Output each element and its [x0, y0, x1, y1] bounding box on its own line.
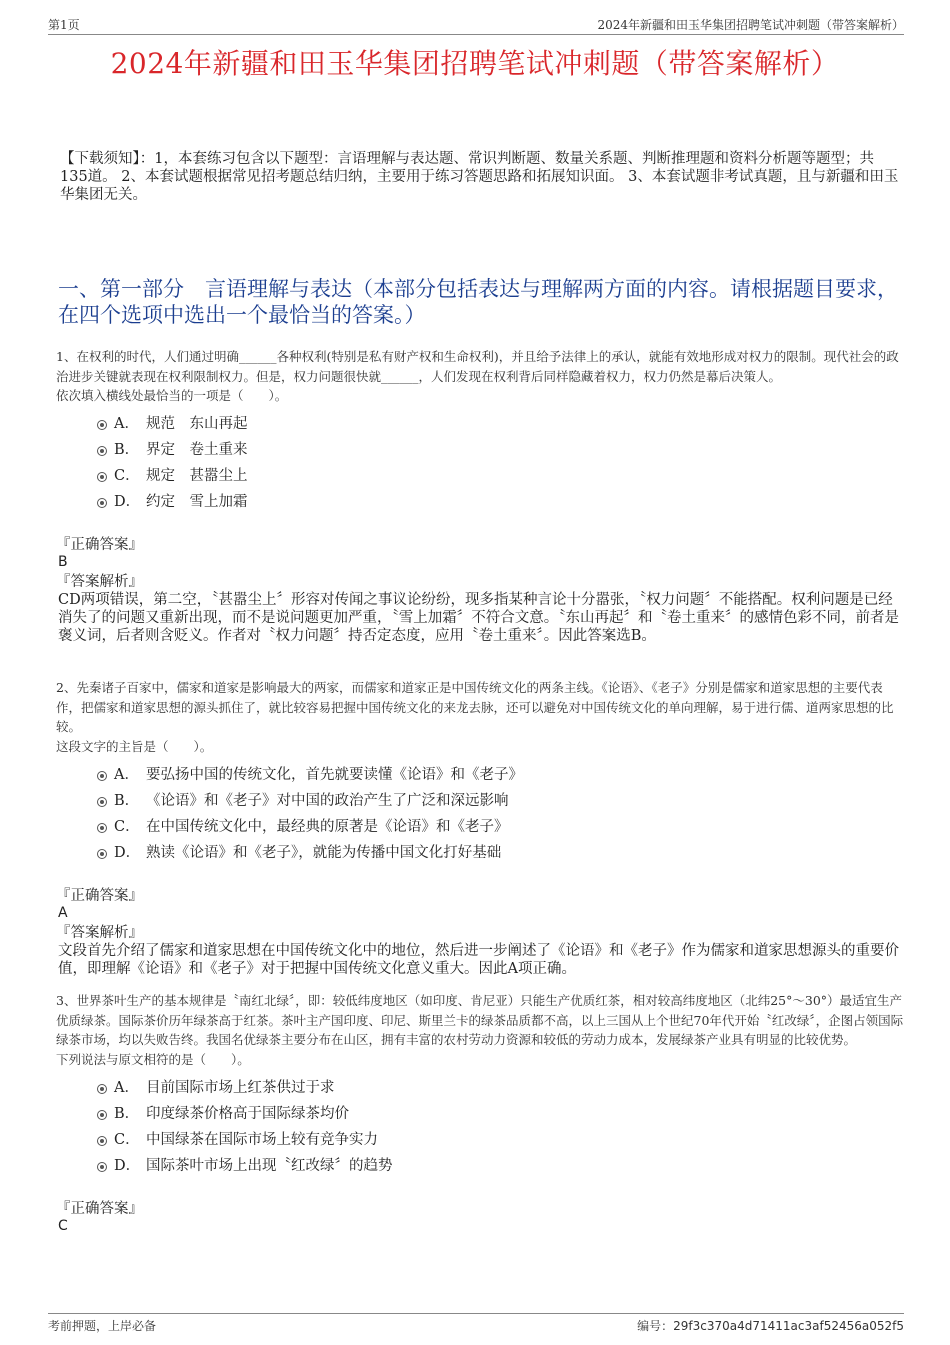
option-d[interactable]: [56, 489, 906, 515]
option-d[interactable]: [56, 840, 906, 866]
option-text: 国际茶叶市场上出现〝红改绿〞的趋势: [146, 1157, 393, 1174]
footer-slogan: 考前押题，上岸必备: [48, 1319, 157, 1333]
option-text: 《论语》和《老子》对中国的政治产生了广泛和深远影响: [146, 792, 509, 809]
option-a[interactable]: [56, 1075, 906, 1101]
option-text: 要弘扬中国的传统文化，首先就要读懂《论语》和《老子》: [146, 766, 523, 783]
radio-icon[interactable]: [97, 498, 107, 508]
answer-value: B: [58, 554, 68, 570]
option-letter: D．: [114, 844, 141, 861]
option-a[interactable]: [56, 762, 906, 788]
option-b[interactable]: [56, 437, 906, 463]
footer-code-label: 编号：: [637, 1319, 674, 1333]
download-notice: 【下载须知】：1，本套练习包含以下题型：言语理解与表达题、常识判断题、数量关系题、判断推理题和资料分析题等题型；共135道。 2、本套试题根据常见招考题总结归纳，主要用于练习答题思路和拓展知识面。 3、本套试题非考试真题，且与新疆和田玉华集团无关。: [60, 151, 899, 203]
question-prompt: 依次填入横线处最恰当的一项是（ ）。: [56, 388, 288, 403]
option-c[interactable]: [56, 463, 906, 489]
option-list: [56, 411, 906, 515]
option-letter: D．: [114, 494, 141, 510]
option-text: 规范 东山再起: [146, 416, 248, 432]
option-c[interactable]: [56, 814, 906, 840]
option-letter: C．: [114, 1131, 140, 1148]
option-text: 界定 卷土重来: [146, 442, 248, 458]
option-letter: A．: [114, 766, 139, 783]
question-prompt: 这段文字的主旨是（ ）。: [56, 738, 213, 754]
option-text: 约定 雪上加霜: [146, 494, 248, 510]
page-number: 第1页: [48, 18, 80, 32]
option-text: 规定 甚嚣尘上: [146, 468, 248, 484]
question-prompt: 下列说法与原文相符的是（ ）。: [56, 1051, 250, 1067]
radio-icon[interactable]: [97, 797, 107, 807]
radio-icon[interactable]: [97, 472, 107, 482]
radio-icon[interactable]: [97, 771, 107, 781]
radio-icon[interactable]: [97, 1136, 107, 1146]
answer-label: 『正确答案』: [56, 887, 143, 904]
header-doc-title: 2024年新疆和田玉华集团招聘笔试冲刺题（带答案解析）: [597, 18, 904, 32]
option-letter: A．: [114, 1079, 139, 1096]
radio-icon[interactable]: [97, 1162, 107, 1172]
question-stem: 3、世界茶叶生产的基本规律是〝南红北绿〞，即：较低纬度地区（如印度、肯尼亚）只能生产优质红茶，相对较高纬度地区（北纬25°～30°）最适宜生产优质绿茶。国际茶价历年绿茶高于红茶。茶叶主产国印度、印尼、斯里兰卡的绿茶品质都不高，以上三国从上个世纪70年代开始〝红改绿〞，企图占领国际绿茶市场，均以失败告终。我国名优绿茶主要分布在山区，拥有丰富的农村劳动力资源和较低的劳动力成本，发展绿茶产业具有明显的比较优势。: [56, 993, 904, 1047]
option-text: 印度绿茶价格高于国际绿茶均价: [146, 1105, 349, 1122]
footer-doc-code: [637, 1317, 904, 1334]
option-letter: C．: [114, 818, 140, 835]
option-text: 在中国传统文化中，最经典的原著是《论语》和《老子》: [146, 818, 509, 835]
option-list: [56, 1075, 906, 1179]
option-text: 熟读《论语》和《老子》，就能为传播中国文化打好基础: [146, 844, 502, 861]
page-footer: [48, 1313, 904, 1334]
question-stem: 2、先秦诸子百家中，儒家和道家是影响最大的两家，而儒家和道家正是中国传统文化的两条主线。《论语》、《老子》分别是儒家和道家思想的主要代表作，把儒家和道家思想的源头抓住了，就比较容易把握中国传统文化的来龙去脉，还可以避免对中国传统文化的单向理解，易于进行儒、道两家思想的比较。: [56, 680, 894, 734]
option-list: [56, 762, 906, 866]
radio-icon[interactable]: [97, 1110, 107, 1120]
answer-label: 『正确答案』: [56, 1200, 143, 1217]
radio-icon[interactable]: [97, 420, 107, 430]
option-text: 目前国际市场上红茶供过于求: [146, 1079, 335, 1096]
option-c[interactable]: [56, 1127, 906, 1153]
option-letter: D．: [114, 1157, 141, 1174]
option-letter: C．: [114, 468, 140, 484]
option-d[interactable]: [56, 1153, 906, 1179]
answer-value: C: [58, 1217, 68, 1234]
option-b[interactable]: [56, 788, 906, 814]
question-block-2: [56, 678, 906, 978]
option-b[interactable]: [56, 1101, 906, 1127]
option-letter: B．: [114, 1105, 140, 1122]
analysis-text: CD两项错误，第二空，〝甚嚣尘上〞形容对传闻之事议论纷纷，现多指某种言论十分嚣张，〝权力问题〞不能搭配。权利问题是已经消失了的问题又重新出现，而不是说问题更加严重，〝雪上加霜〞不符合文意。〝东山再起〞和〝卷土重来〞的感情色彩不同，前者是褒义词，后者则含贬义。作者对〝权力问题〞持否定态度，应用〝卷土重来〞。因此答案选B。: [58, 592, 899, 644]
option-a[interactable]: [56, 411, 906, 437]
analysis-label: 『答案解析』: [56, 924, 143, 941]
question-stem: 1、在权利的时代，人们通过明确______各种权利(特别是私有财产权和生命权利)，并且给予法律上的承认，就能有效地形成对权力的限制。现代社会的政治进步关键就表现在权利限制权力。但是，权力问题很快就______，人们发现在权利背后同样隐藏着权力，权力仍然是幕后决策人。: [56, 349, 899, 384]
page-header: [48, 14, 904, 35]
option-text: 中国绿茶在国际市场上较有竞争实力: [146, 1131, 378, 1148]
radio-icon[interactable]: [97, 849, 107, 859]
question-block-1: [56, 347, 906, 645]
answer-value: A: [58, 904, 68, 921]
radio-icon[interactable]: [97, 1084, 107, 1094]
option-letter: A．: [114, 416, 139, 432]
document-title: 2024年新疆和田玉华集团招聘笔试冲刺题（带答案解析）: [110, 47, 840, 80]
radio-icon[interactable]: [97, 823, 107, 833]
section-heading: 一、第一部分 言语理解与表达（本部分包括表达与理解两方面的内容。请根据题目要求，在四个选项中选出一个最恰当的答案。）: [58, 277, 898, 327]
question-block-3: [56, 991, 906, 1235]
analysis-text: 文段首先介绍了儒家和道家思想在中国传统文化中的地位，然后进一步阐述了《论语》和《老子》作为儒家和道家思想源头的重要价值，即理解《论语》和《老子》对于把握中国传统文化意义重大。因此A项正确。: [58, 942, 899, 977]
analysis-label: 『答案解析』: [56, 574, 143, 590]
option-letter: B．: [114, 792, 140, 809]
option-letter: B．: [114, 442, 140, 458]
footer-code-value: 29f3c370a4d71411ac3af52456a052f5: [673, 1319, 904, 1333]
radio-icon[interactable]: [97, 446, 107, 456]
answer-label: 『正确答案』: [56, 537, 143, 553]
